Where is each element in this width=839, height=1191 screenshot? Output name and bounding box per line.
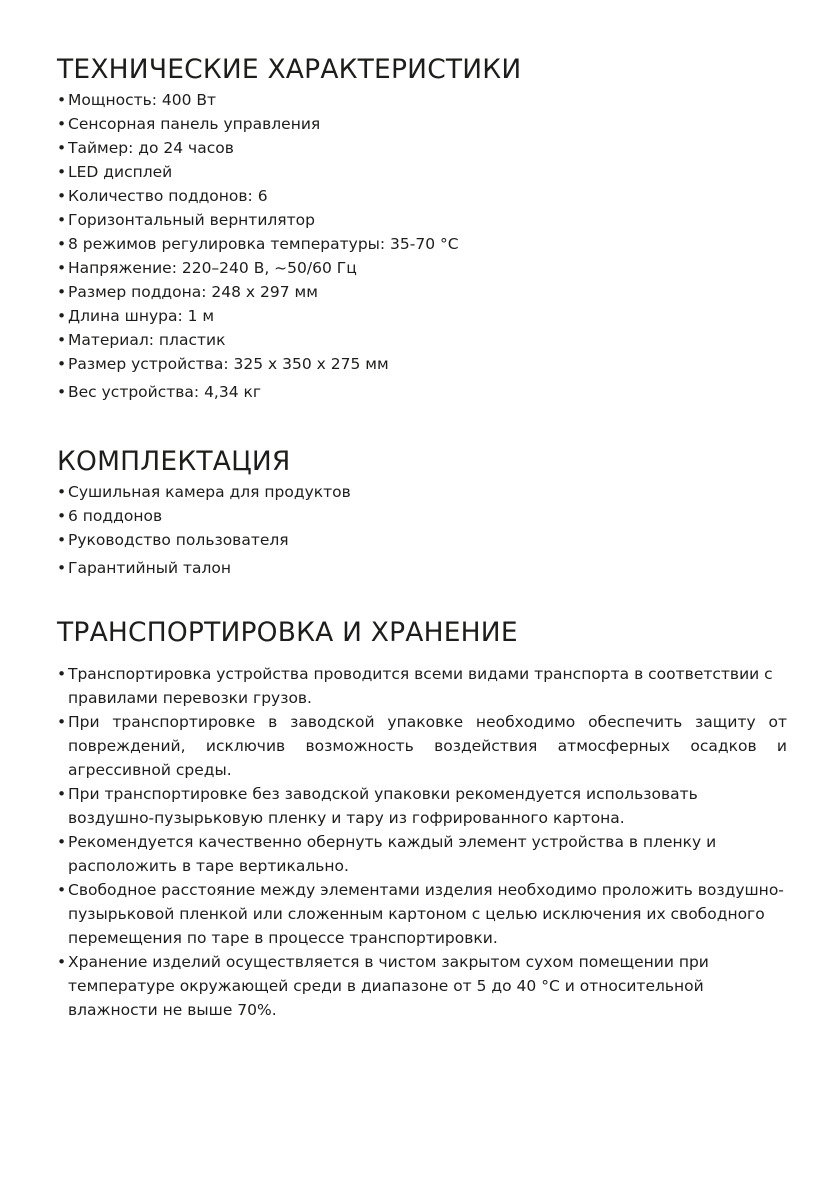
specs-item-display: • LED дисплей <box>57 160 787 184</box>
transport-item-6: • Хранение изделий осуществляется в чистом закрытом сухом помещении при температуре окружающей среди в диапазоне от 5 до 40 °С и относительной влажности не выше 70%. <box>57 950 787 1022</box>
specs-item-material: • Материал: пластик <box>57 328 787 352</box>
specs-item-device-size: • Размер устройства: 325 x 350 x 275 мм <box>57 352 787 376</box>
specs-item-trays: • Количество поддонов: 6 <box>57 184 787 208</box>
kit-item-manual: • Руководство пользователя <box>57 528 787 552</box>
specs-list <box>57 88 787 404</box>
transport-item-1: • Транспортировка устройства проводится всеми видами транспорта в соответствии с правилами перевозки грузов. <box>57 662 787 710</box>
document-page <box>57 52 787 1022</box>
transport-item-5: • Свободное расстояние между элементами изделия необходимо проложить воздушно-пузырьковой пленкой или сложенным картоном с целью исключения их свободного перемещения по таре в процессе транспортировки. <box>57 878 787 950</box>
specs-item-panel: • Сенсорная панель управления <box>57 112 787 136</box>
transport-title: ТРАНСПОРТИРОВКА И ХРАНЕНИЕ <box>57 617 518 648</box>
kit-item-chamber: • Сушильная камера для продуктов <box>57 480 787 504</box>
specs-item-cord: • Длина шнура: 1 м <box>57 304 787 328</box>
transport-list <box>57 662 787 1022</box>
specs-item-fan: • Горизонтальный вернтилятор <box>57 208 787 232</box>
kit-item-trays: • 6 поддонов <box>57 504 787 528</box>
kit-title: КОМПЛЕКТАЦИЯ <box>57 446 291 477</box>
specs-title: ТЕХНИЧЕСКИЕ ХАРАКТЕРИСТИКИ <box>57 54 522 85</box>
specs-item-voltage: • Напряжение: 220–240 В, ~50/60 Гц <box>57 256 787 280</box>
specs-item-timer: • Таймер: до 24 часов <box>57 136 787 160</box>
kit-item-warranty: • Гарантийный талон <box>57 556 787 580</box>
specs-item-temperature: • 8 режимов регулировка температуры: 35-70 °С <box>57 232 787 256</box>
transport-item-2: • При транспортировке в заводской упаковке необходимо обеспечить защиту от повреждений, исключив возможность воздействия атмосферных осадков и агрессивной среды. <box>57 710 787 782</box>
transport-item-4: • Рекомендуется качественно обернуть каждый элемент устройства в пленку и расположить в таре вертикально. <box>57 830 787 878</box>
specs-item-weight: • Вес устройства: 4,34 кг <box>57 380 787 404</box>
kit-list <box>57 480 787 580</box>
specs-item-power: • Мощность: 400 Вт <box>57 88 787 112</box>
specs-item-tray-size: • Размер поддона: 248 x 297 мм <box>57 280 787 304</box>
transport-item-3: • При транспортировке без заводской упаковки рекомендуется использовать воздушно-пузырьковую пленку и тару из гофрированного картона. <box>57 782 787 830</box>
